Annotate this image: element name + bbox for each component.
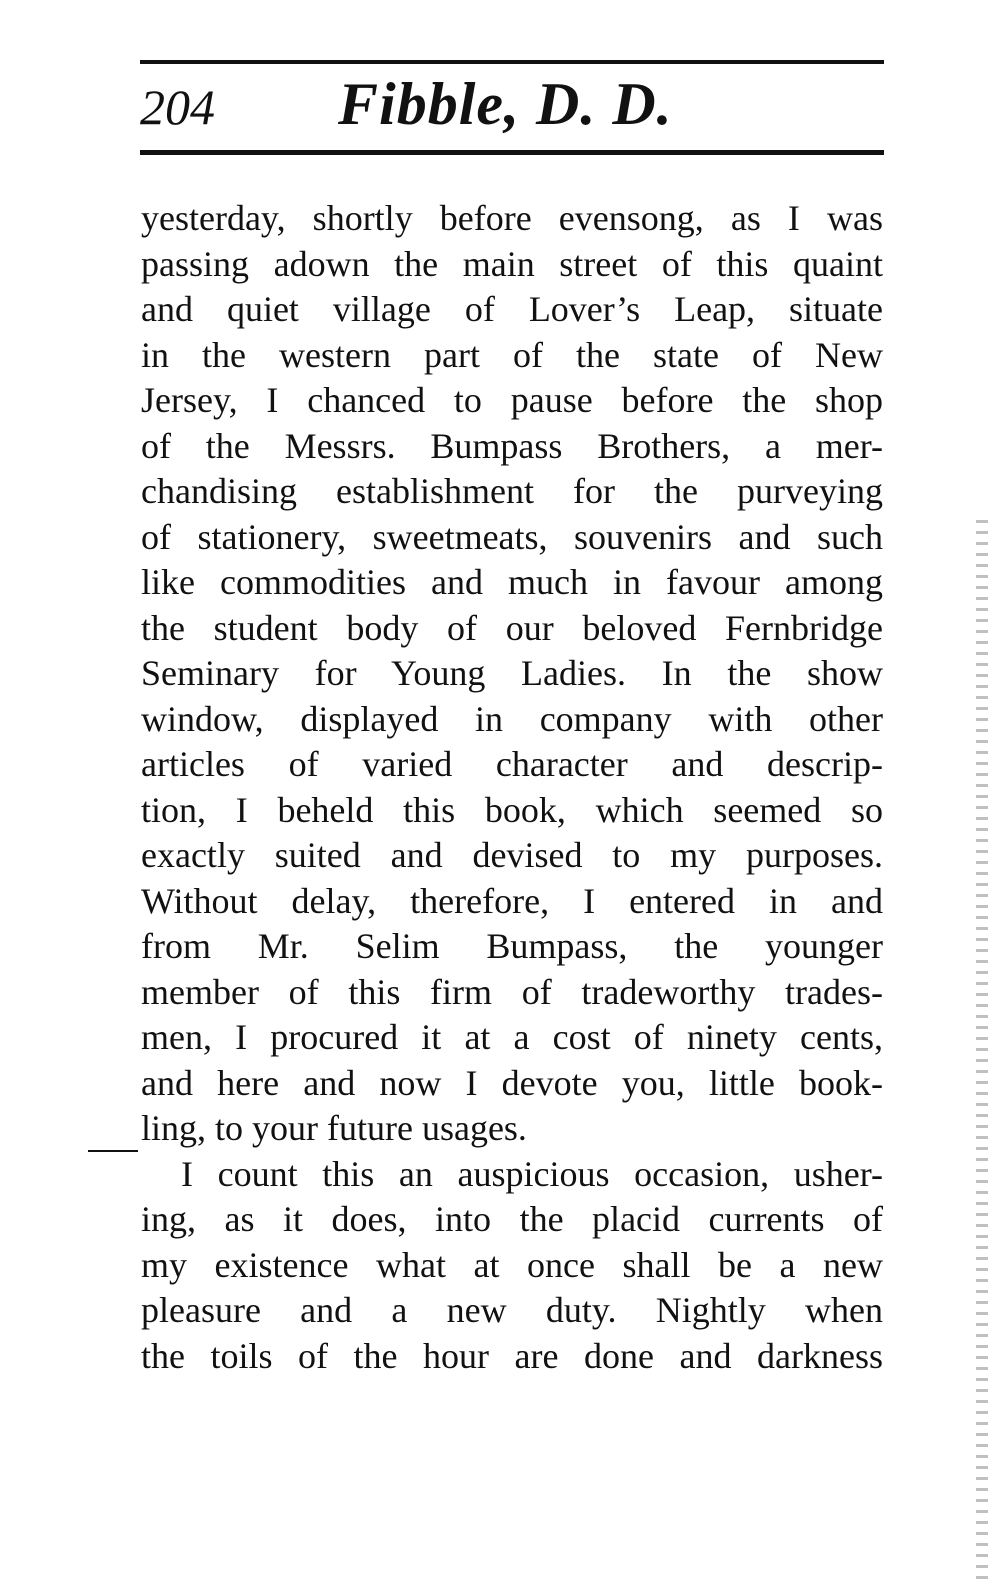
paragraph-end-line: ling, to your future usages. xyxy=(141,1108,527,1148)
text-line: chandising establishment for the purveying xyxy=(141,471,883,511)
text-line: passing adown the main street of this quaint xyxy=(141,243,883,284)
text-line: of stationery, sweetmeats, souvenirs and such xyxy=(141,516,883,557)
running-title: Fibble, D. D. xyxy=(338,71,673,137)
body-text xyxy=(141,196,883,1379)
text-line: yesterday, shortly before evensong, as I was xyxy=(141,198,883,238)
text-line: tion, I beheld this book, which seemed so xyxy=(141,789,883,830)
text-line: member of this firm of tradeworthy trades- xyxy=(141,971,883,1012)
page-header xyxy=(140,68,884,148)
text-line: pleasure and a new duty. Nightly when xyxy=(141,1290,883,1330)
text-line: of the Messrs. Bumpass Brothers, a mer- xyxy=(141,425,883,466)
text-line: ing, as it does, into the placid currents of xyxy=(141,1199,883,1239)
paragraph-start-line: I count this an auspicious occasion, usher- xyxy=(181,1153,883,1194)
margin-dash-mark xyxy=(88,1150,138,1152)
text-line: the toils of the hour are done and darkness xyxy=(141,1335,883,1376)
text-line: articles of varied character and descrip- xyxy=(141,744,883,784)
header-top-rule xyxy=(140,60,884,64)
text-line: Jersey, I chanced to pause before the shop xyxy=(141,380,883,420)
text-line: and quiet village of Lover’s Leap, situate xyxy=(141,289,883,329)
text-line: and here and now I devote you, little book- xyxy=(141,1062,883,1103)
text-line: my existence what at once shall be a new xyxy=(141,1244,883,1285)
header-bottom-rule xyxy=(140,150,884,155)
text-line: Seminary for Young Ladies. In the show xyxy=(141,653,883,693)
text-line: exactly suited and devised to my purposes. xyxy=(141,835,883,875)
text-line: like commodities and much in favour among xyxy=(141,562,883,602)
text-line: in the western part of the state of New xyxy=(141,334,883,375)
text-line: Without delay, therefore, I entered in and xyxy=(141,880,883,921)
text-line: window, displayed in company with other xyxy=(141,698,883,739)
text-line: from Mr. Selim Bumpass, the younger xyxy=(141,926,883,966)
page-number: 204 xyxy=(140,79,215,135)
text-line: men, I procured it at a cost of ninety cents, xyxy=(141,1017,883,1057)
scan-edge-artifact xyxy=(976,520,988,1580)
text-line: the student body of our beloved Fernbridge xyxy=(141,607,883,648)
